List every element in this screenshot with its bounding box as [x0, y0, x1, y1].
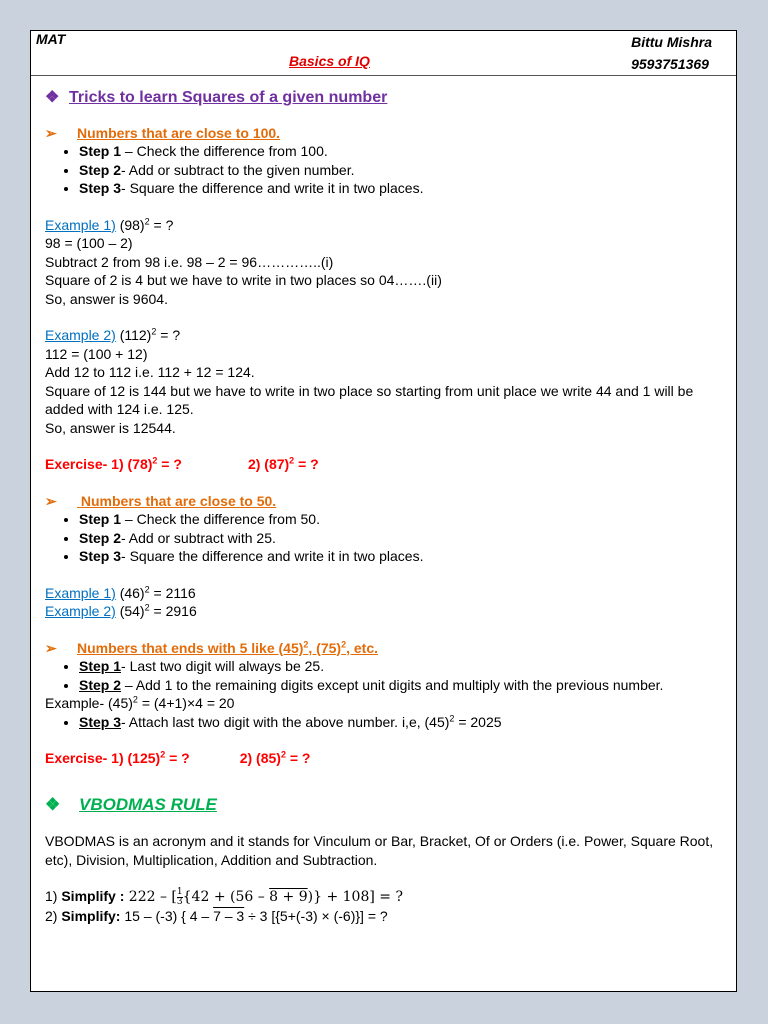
example-1-question: Example 1) $(98)^2$ = ? [45, 215, 174, 233]
list-item: • Step 1 – Check the difference from 100. [79, 142, 730, 161]
list-item: • Step 1 – Check the difference from 50. [79, 510, 730, 529]
subheading-close-50: ➢ Numbers that are close to 50. [45, 492, 277, 509]
example-50-2: Example 2) $(54)^2 = 2916$ [45, 602, 197, 619]
author-block [631, 31, 712, 75]
example-50-1: Example 1) $(46)^2 = 2116$ [45, 583, 196, 601]
author-phone: 9593751369 [631, 56, 709, 72]
subheading-close-100: ➢ Numbers that are close to 100. [45, 124, 281, 141]
example-2-question: Example 2) $(112)^2$ = ? [45, 326, 181, 343]
page-header [31, 31, 736, 76]
list-item: • Step 3- Attach last two digit with the above number. i,e, $(45)^2 = 2025$ [79, 713, 730, 732]
section-title-squares: ❖ Tricks to learn Squares of a given number [45, 89, 388, 106]
example-line: Square of 12 is 144 but we have to write in two place so starting from unit place we write 44 and 1 will be added with 124 i.e. 125. [45, 382, 694, 417]
author-name: Bittu Mishra [631, 34, 712, 50]
simplify-question-1: 1) Simplify : 222 – [ $\frac{1}{3}$ {42 + (56 – 8 + 9)} + 108] = ? [45, 886, 403, 907]
simplify-question-2: 2) Simplify: 15 – (-3) { 4 – 7 – 3 ÷ 3 [{5+(-3) × (-6)}] = ? [45, 907, 388, 924]
steps-list-50 [45, 510, 730, 566]
diamond-bullet-icon: ❖ [45, 89, 60, 106]
example-line: So, answer is 9604. [45, 290, 168, 307]
example-line: Subtract 2 from 98 i.e. 98 – 2 = 96…………..(i) [45, 253, 334, 270]
list-item: • Step 2- Add or subtract to the given number. [79, 161, 730, 180]
steps-list-ends5 [45, 657, 730, 694]
example-line: 98 = (100 – 2) [45, 235, 133, 251]
steps-list-ends5-cont [45, 713, 730, 732]
list-item: • Step 1- Last two digit will always be 25. [79, 657, 730, 676]
subheading-ends-5: ➢ Numbers that ends with 5 like $(45)^2$, $(75)^2$, etc. [45, 638, 379, 656]
subject-label: MAT [36, 31, 66, 47]
diamond-bullet-icon: ❖ [45, 794, 61, 814]
vbodmas-description: VBODMAS is an acronym and it stands for Vinculum or Bar, Bracket, Of or Orders (i.e. Power, Square Root, etc), Division, Multiplication, Addition and Subtraction. [45, 833, 714, 868]
topic-title: Basics of IQ [289, 53, 370, 69]
arrow-bullet-icon: ➢ [45, 639, 57, 656]
fraction: $\frac{1}{3}$ [176, 886, 183, 907]
list-item: • Step 2- Add or subtract with 25. [79, 529, 730, 548]
exercise-1: Exercise- 1) $(78)^2$ = ? 2) $(87)^2$ = ? [45, 455, 319, 472]
arrow-bullet-icon: ➢ [45, 492, 57, 509]
example-line: Add 12 to 112 i.e. 112 + 12 = 124. [45, 364, 255, 380]
list-item: • Step 3- Square the difference and write it in two places. [79, 179, 730, 198]
document-body [45, 89, 730, 925]
document-page [30, 30, 737, 992]
example-line: Square of 2 is 4 but we have to write in two places so 04…….(ii) [45, 272, 442, 288]
example-line: So, answer is 12544. [45, 419, 176, 436]
list-item: • Step 2 – Add 1 to the remaining digits except unit digits and multiply with the previous number. [79, 676, 730, 695]
section-title-vbodmas: ❖ VBODMAS RULE [45, 794, 217, 814]
list-item: • Step 3- Square the difference and write it in two places. [79, 547, 730, 566]
steps-list-100 [45, 142, 730, 198]
exercise-2: Exercise- 1) $(125)^2$ = ? 2) $(85)^2$ = ? [45, 749, 311, 766]
example-ends5: Example- $(45)^2 = (4+1)\times 4 = 20$ [45, 694, 235, 711]
arrow-bullet-icon: ➢ [45, 124, 57, 141]
example-line: 112 = (100 + 12) [45, 345, 148, 362]
